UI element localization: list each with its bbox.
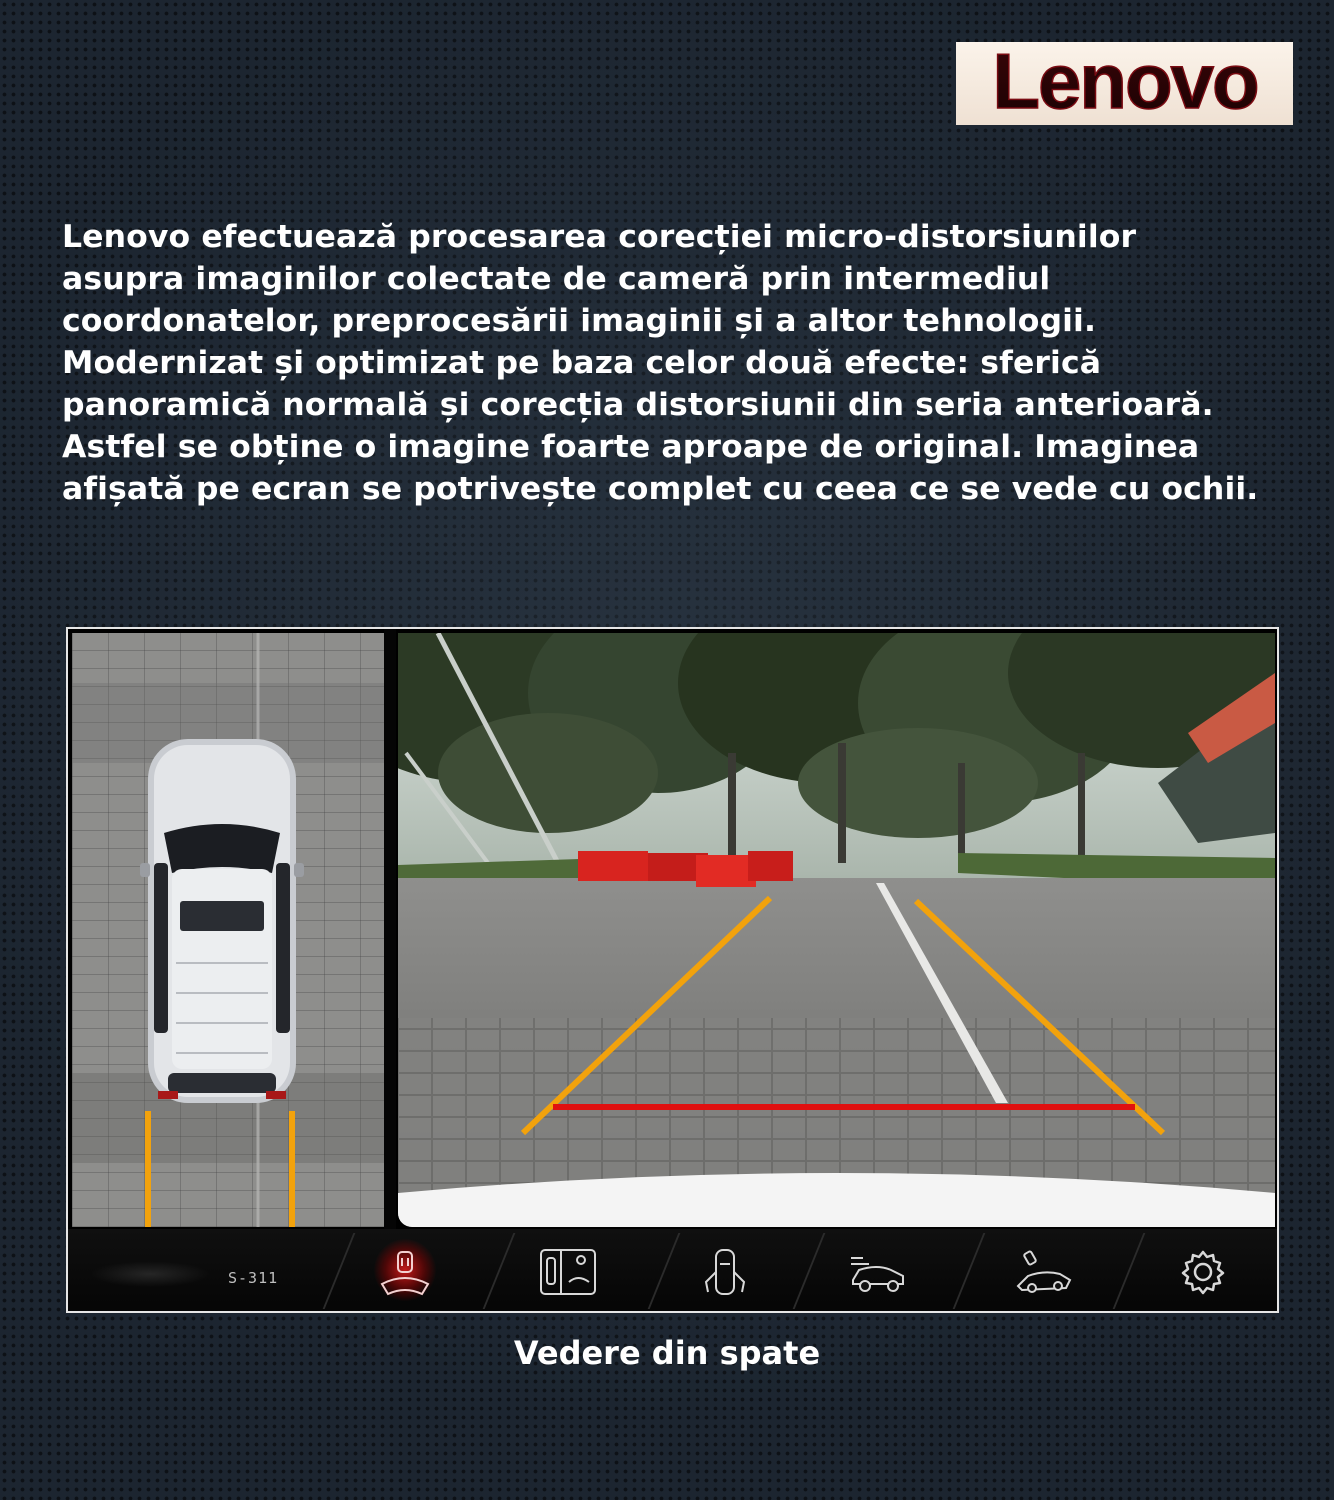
description-line: Modernizat și optimizat pe baza celor două efecte: sferică <box>62 345 1102 381</box>
feature-description <box>62 216 1292 510</box>
description-line: Astfel se obține o imagine foarte aproape de original. Imaginea <box>62 429 1200 465</box>
toolbar-separator <box>793 1233 826 1309</box>
car-doors-button[interactable] <box>680 1237 770 1307</box>
camera-toolbar <box>68 1229 1279 1313</box>
sports-car-button[interactable] <box>998 1237 1088 1307</box>
split-view-icon <box>537 1244 599 1300</box>
view-divider <box>384 629 396 1229</box>
description-line: afișată pe ecran se potrivește complet cu ceea ce se vede cu ochii. <box>62 471 1259 507</box>
top-down-car-view[interactable] <box>72 633 384 1227</box>
head-unit-screen <box>66 627 1279 1313</box>
rear-view-button[interactable] <box>360 1237 450 1307</box>
blurred-label <box>90 1261 210 1287</box>
toolbar-separator <box>483 1233 516 1309</box>
description-line: Lenovo efectuează procesarea corecției micro-distorsiunilor <box>62 219 1137 255</box>
sports-car-icon <box>1012 1244 1074 1300</box>
lenovo-logo-mark <box>965 46 1285 122</box>
description-line: panoramică normală și corecția distorsiunii din seria anterioară. <box>62 387 1214 423</box>
gear-icon <box>1172 1244 1234 1300</box>
description-line: coordonatelor, preprocesării imaginii și a altor tehnologii. <box>62 303 1097 339</box>
car-side-view-icon <box>847 1244 909 1300</box>
image-caption: Vedere din spate <box>513 1334 821 1372</box>
settings-button[interactable] <box>1158 1237 1248 1307</box>
car-top-view <box>140 739 304 1103</box>
toolbar-separator <box>323 1233 356 1309</box>
toolbar-separator <box>953 1233 986 1309</box>
logo-text: Lenovo <box>991 45 1258 122</box>
car-side-view-button[interactable] <box>833 1237 923 1307</box>
split-view-button[interactable] <box>523 1237 613 1307</box>
toolbar-separator <box>1113 1233 1146 1309</box>
lenovo-logo <box>956 42 1293 125</box>
rear-camera-view[interactable] <box>398 633 1275 1227</box>
rear-view-camera-icon <box>374 1244 436 1300</box>
car-doors-icon <box>694 1244 756 1300</box>
model-label: S-311 <box>228 1269 279 1287</box>
description-line: asupra imaginilor colectate de cameră prin intermediul <box>62 261 1051 297</box>
toolbar-separator <box>648 1233 681 1309</box>
